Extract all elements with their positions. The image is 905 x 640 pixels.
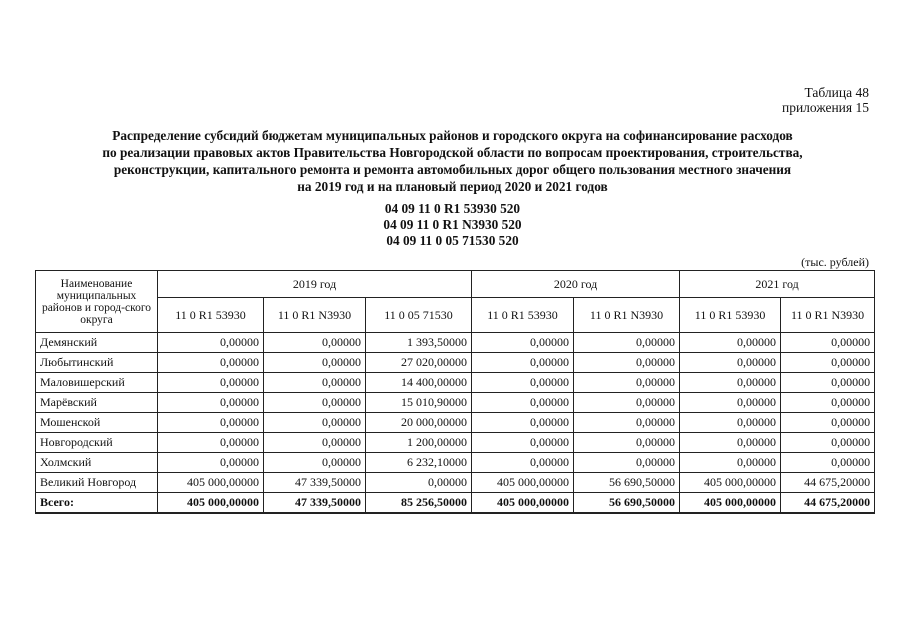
- amount-cell: 0,00000: [781, 353, 875, 373]
- title-line-2: по реализации правовых актов Правительства Новгородской области по вопросам проектирования, строительства,: [102, 145, 803, 160]
- amount-cell: 0,00000: [264, 353, 366, 373]
- amount-cell: 0,00000: [574, 453, 680, 473]
- budget-code: 04 09 11 0 05 71530 520: [386, 233, 519, 248]
- amount-cell: 0,00000: [680, 373, 781, 393]
- total-row: [36, 493, 875, 514]
- amount-cell: 6 232,10000: [366, 453, 472, 473]
- year-header-row: [36, 271, 875, 298]
- amount-cell: 0,00000: [264, 453, 366, 473]
- total-cell: 44 675,20000: [781, 493, 875, 514]
- table-row: [36, 473, 875, 493]
- amount-cell: 0,00000: [574, 373, 680, 393]
- amount-cell: 0,00000: [781, 393, 875, 413]
- amount-cell: 0,00000: [574, 353, 680, 373]
- budget-code: 04 09 11 0 R1 N3930 520: [383, 217, 522, 232]
- code-header: 11 0 R1 53930: [158, 298, 264, 333]
- amount-cell: 0,00000: [264, 373, 366, 393]
- title-line-4: на 2019 год и на плановый период 2020 и 2021 годов: [297, 179, 608, 194]
- amount-cell: 0,00000: [680, 393, 781, 413]
- amount-cell: 0,00000: [680, 333, 781, 353]
- amount-cell: 47 339,50000: [264, 473, 366, 493]
- amount-cell: 0,00000: [680, 353, 781, 373]
- amount-cell: 0,00000: [264, 333, 366, 353]
- amount-cell: 405 000,00000: [158, 473, 264, 493]
- code-header: 11 0 05 71530: [366, 298, 472, 333]
- amount-cell: 0,00000: [680, 433, 781, 453]
- budget-codes: [40, 201, 865, 249]
- amount-cell: 0,00000: [158, 373, 264, 393]
- district-name: Маловишерский: [36, 373, 158, 393]
- amount-cell: 56 690,50000: [574, 473, 680, 493]
- code-header: 11 0 R1 N3930: [781, 298, 875, 333]
- amount-cell: 405 000,00000: [472, 473, 574, 493]
- table-row: [36, 453, 875, 473]
- amount-cell: 0,00000: [472, 393, 574, 413]
- district-name: Любытинский: [36, 353, 158, 373]
- amount-cell: 0,00000: [574, 393, 680, 413]
- total-label: Всего:: [36, 493, 158, 514]
- amount-cell: 0,00000: [472, 413, 574, 433]
- table-row: [36, 353, 875, 373]
- amount-cell: 0,00000: [472, 333, 574, 353]
- district-name: Новгородский: [36, 433, 158, 453]
- amount-cell: 0,00000: [158, 433, 264, 453]
- amount-cell: 0,00000: [264, 393, 366, 413]
- document-title: [40, 127, 865, 195]
- total-cell: 405 000,00000: [472, 493, 574, 514]
- unit-note: (тыс. рублей): [801, 255, 869, 269]
- code-header: 11 0 R1 53930: [680, 298, 781, 333]
- table-row: [36, 333, 875, 353]
- amount-cell: 0,00000: [781, 433, 875, 453]
- amount-cell: 0,00000: [366, 473, 472, 493]
- title-line-3: реконструкции, капитального ремонта и ремонта автомобильных дорог общего пользования местного значения: [113, 162, 792, 177]
- amount-cell: 1 393,50000: [366, 333, 472, 353]
- amount-cell: 1 200,00000: [366, 433, 472, 453]
- amount-cell: 0,00000: [781, 413, 875, 433]
- table-row: [36, 413, 875, 433]
- amount-cell: 0,00000: [574, 333, 680, 353]
- amount-cell: 0,00000: [158, 353, 264, 373]
- district-name: Марёвский: [36, 393, 158, 413]
- amount-cell: 0,00000: [781, 333, 875, 353]
- appendix-label: приложения 15: [781, 100, 869, 115]
- amount-cell: 20 000,00000: [366, 413, 472, 433]
- code-header: 11 0 R1 N3930: [264, 298, 366, 333]
- table-number-block: [782, 85, 869, 115]
- total-cell: 405 000,00000: [680, 493, 781, 514]
- subsidy-table: [35, 270, 875, 514]
- amount-cell: 0,00000: [472, 353, 574, 373]
- amount-cell: 0,00000: [472, 433, 574, 453]
- amount-cell: 0,00000: [781, 373, 875, 393]
- year-header-2020: 2020 год: [472, 271, 680, 298]
- amount-cell: 0,00000: [264, 433, 366, 453]
- district-name: Мошенской: [36, 413, 158, 433]
- year-header-2021: 2021 год: [680, 271, 875, 298]
- column-header-name: Наименование муниципальных районов и город-ского округа: [36, 271, 158, 333]
- amount-cell: 0,00000: [264, 413, 366, 433]
- amount-cell: 0,00000: [781, 453, 875, 473]
- amount-cell: 44 675,20000: [781, 473, 875, 493]
- table-row: [36, 393, 875, 413]
- district-name: Холмский: [36, 453, 158, 473]
- budget-code: 04 09 11 0 R1 53930 520: [384, 201, 521, 216]
- amount-cell: 15 010,90000: [366, 393, 472, 413]
- code-header: 11 0 R1 53930: [472, 298, 574, 333]
- district-name: Великий Новгород: [36, 473, 158, 493]
- amount-cell: 0,00000: [158, 393, 264, 413]
- amount-cell: 14 400,00000: [366, 373, 472, 393]
- table-row: [36, 433, 875, 453]
- total-cell: 85 256,50000: [366, 493, 472, 514]
- amount-cell: 0,00000: [472, 373, 574, 393]
- amount-cell: 405 000,00000: [680, 473, 781, 493]
- amount-cell: 27 020,00000: [366, 353, 472, 373]
- year-header-2019: 2019 год: [158, 271, 472, 298]
- amount-cell: 0,00000: [574, 433, 680, 453]
- title-line-1: Распределение субсидий бюджетам муниципальных районов и городского округа на софинансирование расходов: [112, 128, 793, 143]
- amount-cell: 0,00000: [680, 413, 781, 433]
- amount-cell: 0,00000: [158, 453, 264, 473]
- total-cell: 405 000,00000: [158, 493, 264, 514]
- total-cell: 47 339,50000: [264, 493, 366, 514]
- amount-cell: 0,00000: [680, 453, 781, 473]
- amount-cell: 0,00000: [574, 413, 680, 433]
- amount-cell: 0,00000: [158, 333, 264, 353]
- table-number: Таблица 48: [804, 85, 869, 100]
- total-cell: 56 690,50000: [574, 493, 680, 514]
- amount-cell: 0,00000: [158, 413, 264, 433]
- code-header-row: [36, 298, 875, 333]
- amount-cell: 0,00000: [472, 453, 574, 473]
- code-header: 11 0 R1 N3930: [574, 298, 680, 333]
- table-row: [36, 373, 875, 393]
- district-name: Демянский: [36, 333, 158, 353]
